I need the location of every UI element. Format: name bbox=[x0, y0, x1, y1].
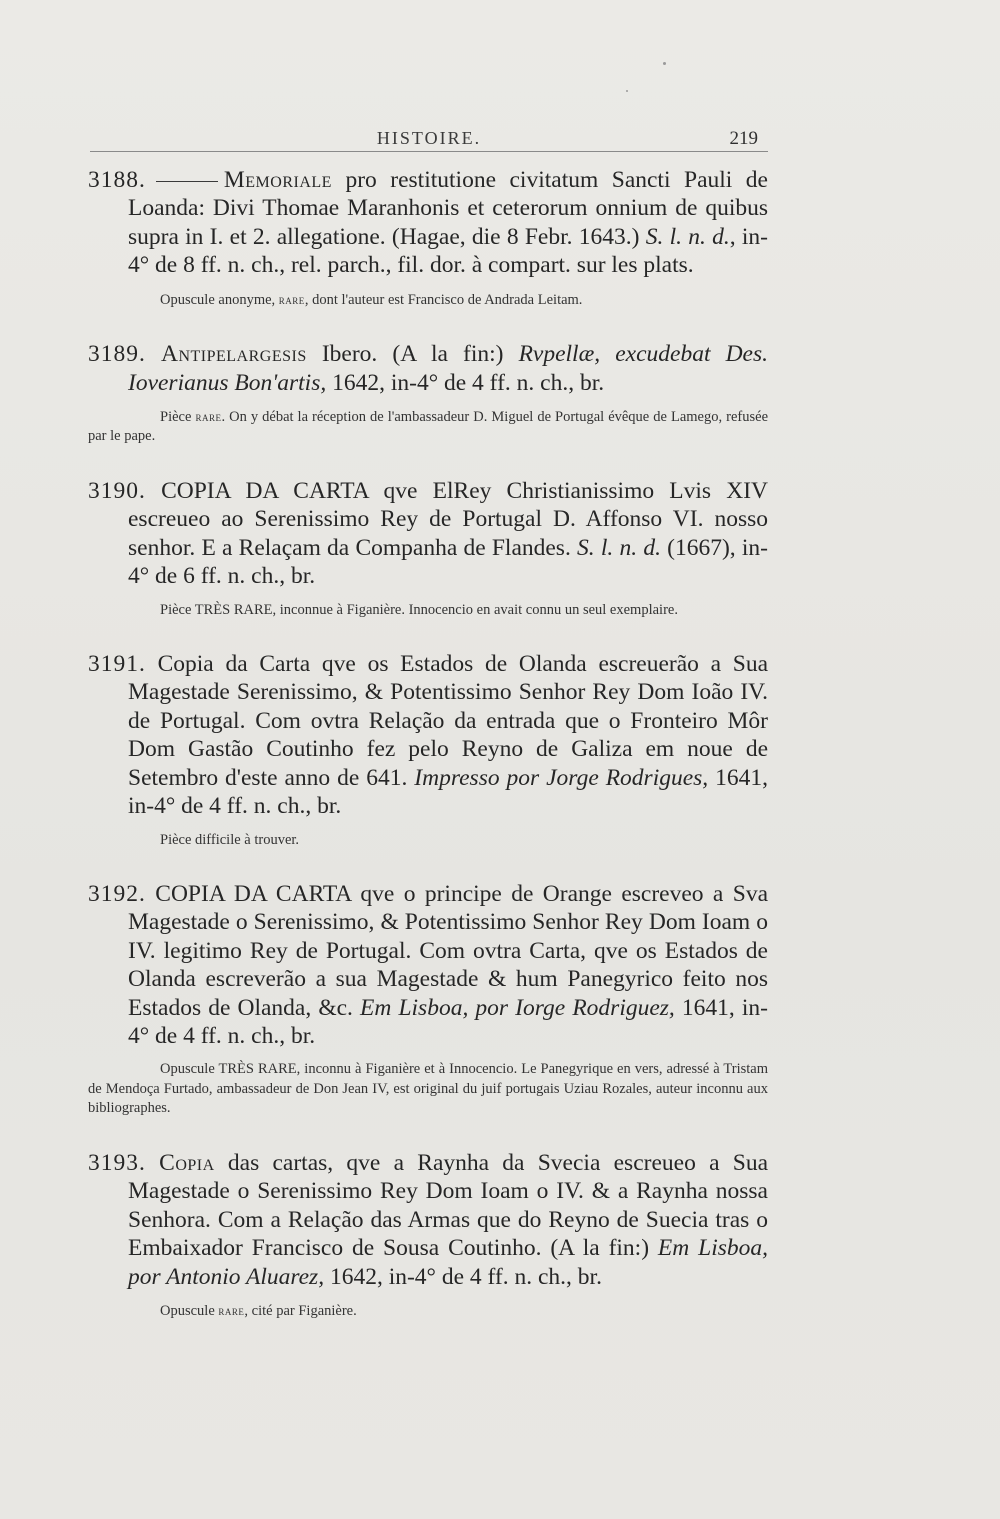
entry-number: 3192. bbox=[88, 881, 146, 907]
entry-text: Memoriale bbox=[223, 167, 332, 193]
note-text: Opuscule TRÈS RARE, inconnu à Figanière et à Innocencio. Le Panegyrique en vers, adressé à Tristam de Mendoça Furtado, ambassadeur de Don Jean IV, est original du juif portugais Uziau Rozales, auteur inconnu aux bibliographes. bbox=[88, 1061, 768, 1117]
entry-text: (1667), in-4° de 6 ff. n. ch., br. bbox=[128, 534, 769, 590]
note-text: . On y débat la réception de l'ambassadeur D. Miguel de Portugal évêque de Lamego, refusée par le pape. bbox=[88, 408, 769, 445]
entry-description bbox=[88, 340, 768, 397]
entry-number: 3193. bbox=[88, 1149, 146, 1176]
entry-text: 1642, in-4° de 4 ff. n. ch., br. bbox=[326, 369, 605, 396]
entry-note bbox=[88, 1301, 768, 1322]
entry-text: pro restitutione civitatum Sancti Pauli de Loanda: Divi Thomae Maranhonis et ceterorum onnium de quibus supra in I. et 2. allegatione. (Hagae, die 8 Febr. 1643.) bbox=[128, 167, 768, 250]
catalog-entry bbox=[88, 880, 768, 1119]
paper-speck bbox=[626, 90, 628, 92]
note-text: rare bbox=[278, 291, 305, 307]
note-text: , cité par Figanière. bbox=[244, 1302, 357, 1319]
entry-text: , in-4° de 8 ff. n. ch., rel. parch., fil. dor. à compart. sur les plats. bbox=[128, 223, 768, 279]
note-text: , dont l'auteur est Francisco de Andrada Leitam. bbox=[304, 291, 583, 308]
note-text: Pièce bbox=[160, 408, 196, 425]
entry-text: COPIA DA CARTA qve o principe de Orange escreveo a Sva Magestade o Serenissimo, & Potentissimo Senhor Rey Dom Ioam o IV. legitimo Rey de Portugal. Com ovtra Carta, qve os Estados de Olanda escreverão a sua Magestade & hum Panegyrico feito nos Estados de Olanda, &c. bbox=[128, 881, 769, 1021]
entry-note bbox=[88, 1060, 768, 1119]
note-text: rare bbox=[195, 408, 222, 424]
entry-text: Ibero. (A la fin:) bbox=[306, 341, 519, 368]
entry-text: 1641, in-4° de 4 ff. n. ch., br. bbox=[128, 994, 769, 1050]
catalog-entry bbox=[88, 340, 768, 447]
entry-description bbox=[88, 477, 768, 591]
note-text: rare bbox=[218, 1302, 245, 1318]
entry-note bbox=[88, 407, 768, 447]
entry-text: Rvpellæ, excudebat Des. Ioverianus Bon'artis, bbox=[128, 341, 768, 396]
catalog-entry bbox=[88, 650, 768, 850]
entry-text: S. l. n. d. bbox=[645, 223, 730, 250]
entry-text: COPIA DA CARTA qve ElRey Christianissimo Lvis XIV escreueo ao Serenissimo Rey de Portugal D. Affonso VI. nosso senhor. E a Relaçam da Companha de Flandes. bbox=[128, 477, 769, 561]
entry-note bbox=[88, 290, 768, 311]
entry-text: Copia bbox=[159, 1149, 215, 1176]
note-text: Pièce TRÈS RARE, inconnue à Figanière. Innocencio en avait connu un seul exemplaire. bbox=[160, 601, 678, 618]
running-title: HISTOIRE. bbox=[376, 128, 482, 148]
ditto-dash bbox=[156, 181, 218, 182]
entry-note bbox=[88, 601, 768, 621]
catalog-entry bbox=[88, 166, 768, 310]
page-number: 219 bbox=[729, 128, 758, 149]
note-text: Pièce difficile à trouver. bbox=[160, 831, 300, 848]
entry-text: Em Lisboa, por Iorge Rodriguez, bbox=[360, 994, 675, 1021]
entry-number: 3191. bbox=[88, 651, 146, 678]
entry-number: 3188. bbox=[88, 167, 146, 193]
paper-speck bbox=[663, 62, 666, 65]
entry-text: 1642, in-4° de 4 ff. n. ch., br. bbox=[324, 1263, 602, 1290]
entry-text: das cartas, qve a Raynha da Svecia escreueo a Sua Magestade o Serenissimo Rey Dom Ioam o IV. & a Raynha nossa Senhora. Com a Relação das Armas que do Reyno de Suecia tras o Embaixador Francisco de Sousa Coutinho. (A la fin:) bbox=[128, 1149, 769, 1262]
entry-text: Impresso por Jorge Rodrigues, bbox=[414, 764, 709, 791]
entry-text: Antipelargesis bbox=[160, 341, 307, 368]
entry-number: 3190. bbox=[88, 477, 146, 504]
catalog-entries bbox=[88, 166, 768, 1321]
note-text: Opuscule anonyme, bbox=[160, 291, 279, 308]
note-text: Opuscule bbox=[160, 1302, 219, 1319]
entry-text: Em Lisboa, por Antonio Aluarez, bbox=[128, 1235, 769, 1290]
entry-note bbox=[88, 831, 768, 851]
entry-text: Copia da Carta qve os Estados de Olanda escreuerão a Sua Magestade Serenissimo, & Potentissimo Senhor Rey Dom Ioão IV. de Portugal. Com ovtra Relação da entrada que o Fronteiro Môr Dom Gastão Coutinho fez pelo Reyno de Galiza em noue de Setembro d'este anno de 641. bbox=[128, 651, 769, 791]
entry-text: 1641, in-4° de 4 ff. n. ch., br. bbox=[128, 764, 769, 820]
header-rule bbox=[90, 151, 768, 152]
entry-description bbox=[88, 650, 768, 820]
entry-description bbox=[88, 166, 768, 280]
entry-description bbox=[88, 880, 768, 1050]
entry-description bbox=[88, 1149, 768, 1291]
catalog-entry bbox=[88, 1149, 768, 1322]
entry-text: S. l. n. d. bbox=[577, 534, 661, 561]
entry-number: 3189. bbox=[88, 341, 146, 368]
catalog-entry bbox=[88, 477, 768, 620]
